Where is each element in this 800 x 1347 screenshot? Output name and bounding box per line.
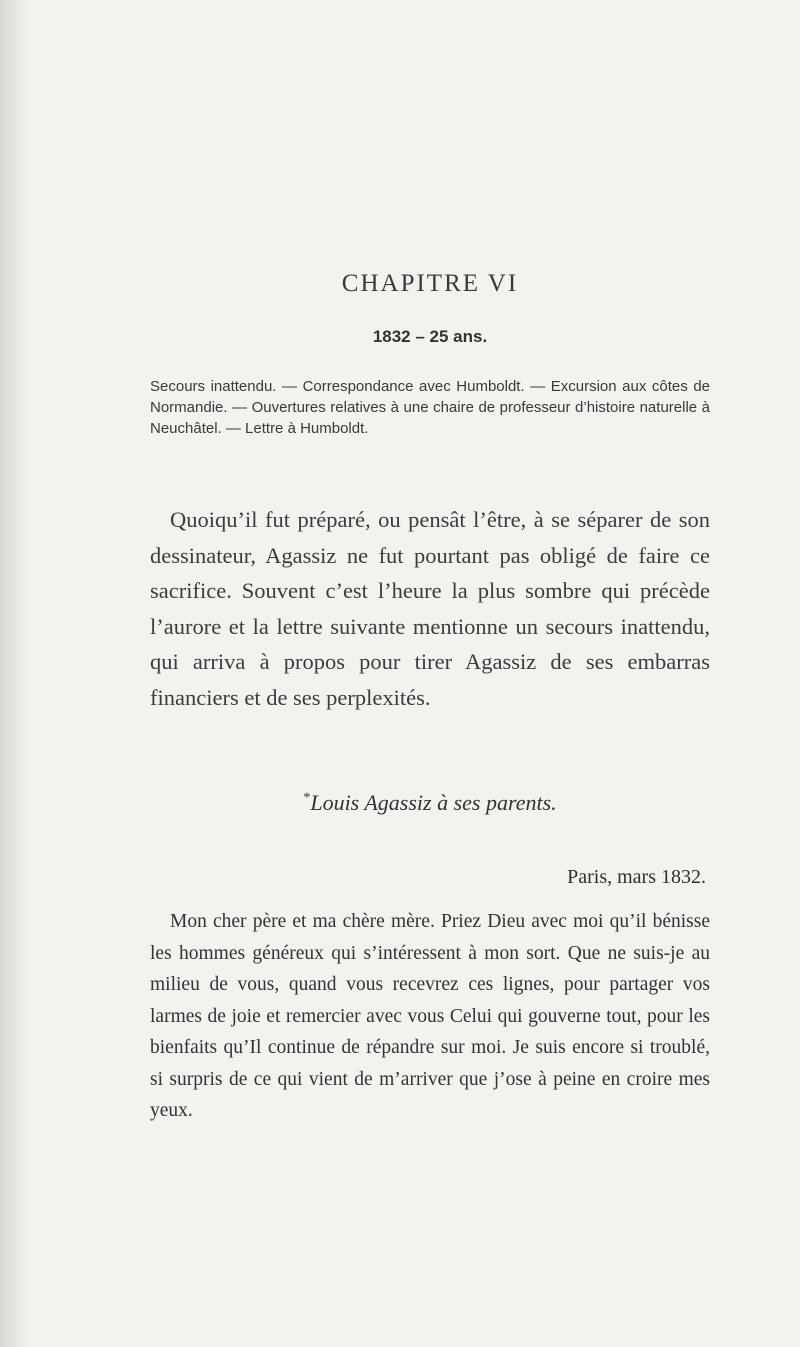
intro-text: Quoiqu’il fut préparé, ou pensât l’être, à se séparer de son dessinateur, Agassiz ne fut pourtant pas obligé de faire ce sacrifice. Souvent c’est l’heure la plus sombre qui précède l’aurore et la lettre suivante mentionne un secours inattendu, qui arriva à propos pour tirer Agassiz de ses embarras financiers et de ses perplexités. — [150, 507, 710, 710]
letter-heading-text: Louis Agassiz à ses parents. — [310, 790, 557, 815]
letter-heading — [150, 790, 710, 816]
letter-body-text: Mon cher père et ma chère mère. Priez Dieu avec moi qu’il bénisse les hommes généreux qui s’intéressent à mon sort. Que ne suis-je au milieu de vous, quand vous recevrez ces lignes, pour partager vos larmes de joie et remercier avec vous Celui qui gouverne tout, pour les bienfaits qu’Il continue de répandre sur moi. Je suis encore si troublé, si surpris de ce qui vient de m’arriver que j’ose à peine en croire mes yeux. — [150, 911, 710, 1121]
page-binding-edge — [0, 0, 30, 1347]
letter-body — [150, 906, 710, 1127]
chapter-summary: Secours inattendu. — Correspondance avec Humboldt. — Excursion aux côtes de Normandie. — Ouvertures relatives à une chaire de professeur d’histoire naturelle à Neuchâtel. — Lettre à Humboldt. — [150, 378, 710, 437]
footnote-marker: * — [303, 790, 311, 806]
intro-paragraph — [150, 502, 710, 715]
chapter-date: 1832 – 25 ans. — [372, 327, 488, 346]
letter-dateline: Paris, mars 1832. — [567, 866, 706, 888]
chapter-title: CHAPITRE VI — [341, 270, 519, 297]
